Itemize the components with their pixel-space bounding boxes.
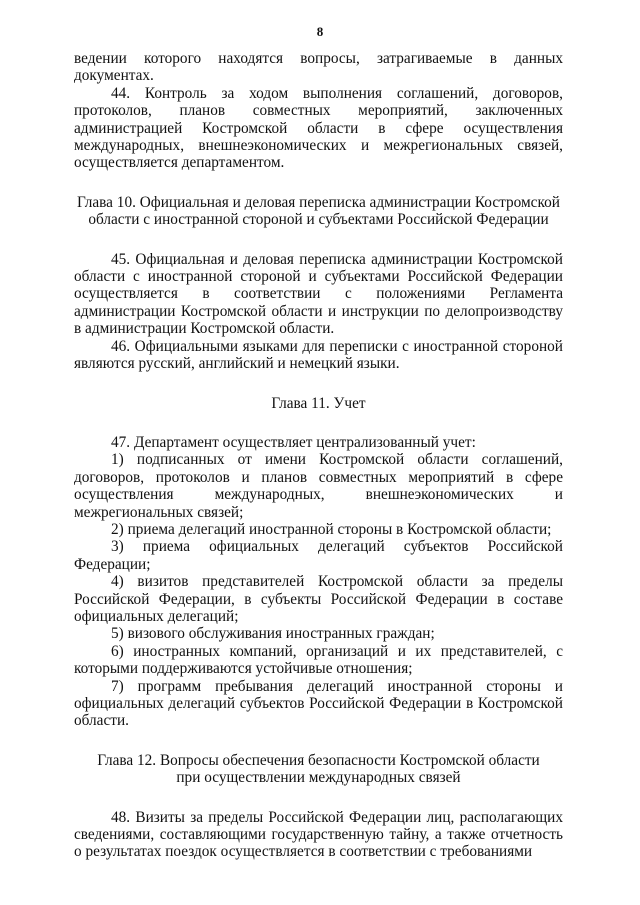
chapter-11-heading [74, 395, 563, 412]
paragraph-48: 48. Визиты за пределы Российской Федерации лиц, располагающих сведениями, составляющими государственную тайну, а также отчетность о результатах поездок осуществляется в соответствии с требованиями [74, 808, 563, 861]
page-number: 8 [316, 24, 324, 39]
list-item: 7) программ пребывания делегаций иностранной стороны и официальных делегаций субъектов Российской Федерации в Костромской области. [74, 677, 563, 730]
list-item: 1) подписанных от имени Костромской области соглашений, договоров, протоколов и планов совместных мероприятий в сфере осуществления международных, внешнеэкономических и межрегиональных связей; [74, 451, 563, 521]
list-item: 3) приема официальных делегаций субъектов Российской Федерации; [74, 538, 563, 573]
chapter-12-heading [74, 752, 563, 787]
paragraph-continuation: ведении которого находятся вопросы, затрагиваемые в данных документах. [74, 50, 563, 85]
list-item: 6) иностранных компаний, организаций и их представителей, с которыми поддерживаются устойчивые отношения; [74, 642, 563, 678]
document-body [74, 50, 563, 861]
list-item: 5) визового обслуживания иностранных граждан; [111, 625, 435, 643]
paragraph-45: 45. Официальная и деловая переписка администрации Костромской области с иностранной стороной и субъектами Российской Федерации осуществляется в соответствии с положениями Регламента администрации Костромской области и инструкции по делопроизводству в администрации Костромской области. [74, 250, 563, 338]
chapter-12-heading-line-2: при осуществлении международных связей [176, 769, 461, 787]
paragraph-46: 46. Официальными языками для переписки с иностранной стороной являются русский, английский и немецкий языки. [74, 337, 563, 373]
list-item: 4) визитов представителей Костромской области за пределы Российской Федерации, в субъекты Российской Федерации в составе официальных делегаций; [74, 573, 563, 625]
chapter-10-heading-line-1: Глава 10. Официальная и деловая переписка администрации Костромской [77, 193, 560, 211]
list-item: 2) приема делегаций иностранной стороны в Костромской области; [111, 520, 552, 538]
paragraph-47: 47. Департамент осуществляет централизованный учет: [111, 433, 476, 451]
chapter-12-heading-line-1: Глава 12. Вопросы обеспечения безопасности Костромской области [97, 751, 540, 769]
paragraph-44: 44. Контроль за ходом выполнения соглашений, договоров, протоколов, планов совместных мероприятий, заключенных администрацией Костромской области в сфере осуществления международных, внешнеэкономических и межрегиональных связей, осуществляется департаментом. [74, 84, 563, 172]
chapter-11-heading-line: Глава 11. Учет [271, 394, 366, 412]
chapter-10-heading-line-2: области с иностранной стороной и субъектами Российской Федерации [88, 211, 549, 229]
chapter-10-heading [74, 194, 563, 229]
